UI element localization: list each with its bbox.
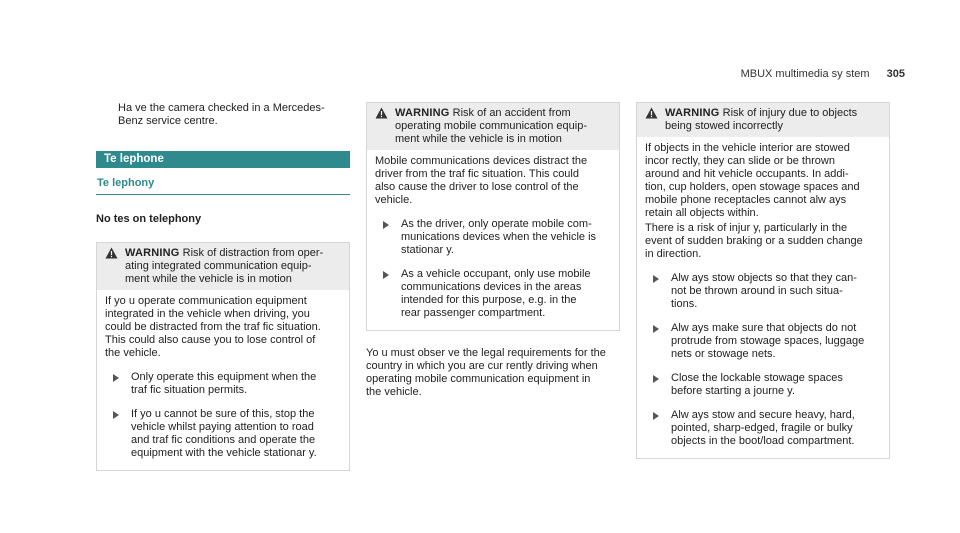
column-2: [366, 102, 620, 399]
arrow-icon: [383, 271, 389, 279]
notes-heading: No tes on telephony: [96, 213, 202, 225]
arrow-icon: [113, 374, 119, 382]
arrow-icon: [653, 375, 659, 383]
arrow-icon: [383, 221, 389, 229]
warning-label: WARNING: [395, 107, 450, 119]
column-3: [636, 102, 890, 459]
warning-icon: [645, 107, 658, 119]
arrow-icon: [653, 275, 659, 283]
list-item: [375, 218, 611, 257]
warning-heading-text: Risk of distraction from oper- ating integrated communication equip- ment while the vehicle is in motion: [125, 247, 324, 285]
warning-body-text: There is a risk of injur y, particularly in the event of sudden braking or a sudden change in direction.: [645, 222, 863, 260]
list-item: [105, 408, 341, 460]
list-item: [645, 272, 881, 311]
list-item-text: Alw ays make sure that objects do not protrude from stowage spaces, luggage nets or stowage nets.: [671, 322, 865, 360]
warning-header: [97, 243, 349, 290]
list-item: [105, 371, 341, 397]
column-1: [96, 102, 350, 471]
warning-body-text: If yo u operate communication equipment integrated in the vehicle when driving, you could be distracted from the traf fic situation. This could also cause you to lose control of the vehicle.: [105, 295, 321, 359]
page-header: [741, 68, 905, 81]
warning-header: [367, 103, 619, 150]
page-number: 305: [886, 68, 905, 80]
list-item-text: If yo u cannot be sure of this, stop the vehicle whilst paying attention to road and traf fic conditions and operate the equipment with the vehicle stationar y.: [131, 408, 317, 459]
warning-body-text: If objects in the vehicle interior are stowed incor rectly, they can slide or be thrown around and hit vehicle occupants. In addi‐ tion, cup holders, open stowage spaces and mobile phone receptacles cannot alw ays retain all objects within.: [645, 142, 860, 219]
list-item-text: Close the lockable stowage spaces before starting a journe y.: [671, 372, 843, 397]
warning-box-accident: [366, 102, 620, 331]
list-item: [645, 322, 881, 361]
arrow-icon: [653, 325, 659, 333]
manual-title: MBUX multimedia sy stem: [740, 68, 870, 80]
list-item-text: As a vehicle occupant, only use mobile communications devices in the areas intended for this purpose, e.g. in the rear passenger compartment.: [401, 268, 591, 319]
section-bar-telephone: Te lephone: [96, 151, 350, 168]
warning-body: [637, 137, 889, 458]
subsection-telephony: Te lephony: [96, 177, 350, 195]
list-item: [645, 372, 881, 398]
list-item-text: Alw ays stow objects so that they can‐ not be thrown around in such situa‐ tions.: [671, 272, 857, 310]
warning-label: WARNING: [665, 107, 720, 119]
warning-heading-text: Risk of injury due to objects being stowed incorrectly: [665, 107, 858, 132]
warning-heading-text: Risk of an accident from operating mobile communication equip- ment while the vehicle is in motion: [395, 107, 587, 145]
warning-header: [637, 103, 889, 137]
arrow-icon: [113, 411, 119, 419]
warning-icon: [375, 107, 388, 119]
list-item-text: Alw ays stow and secure heavy, hard, pointed, sharp-edged, fragile or bulky objects in the boot/load compartment.: [671, 409, 855, 447]
warning-body: [367, 150, 619, 330]
warning-icon: [105, 247, 118, 259]
list-item-text: Only operate this equipment when the traf fic situation permits.: [131, 371, 317, 396]
intro-text: Ha ve the camera checked in a Mercedes- Benz service centre.: [118, 102, 325, 127]
legal-requirements-text: Yo u must obser ve the legal requirements for the country in which you are cur rently driving when operating mobile communication equipment in the vehicle.: [366, 347, 606, 398]
arrow-icon: [653, 412, 659, 420]
warning-box-injury: [636, 102, 890, 459]
warning-box-distraction: [96, 242, 350, 471]
warning-body: [97, 290, 349, 470]
warning-body-text: Mobile communications devices distract the driver from the traf fic situation. This could also cause the driver to lose control of the vehicle.: [375, 155, 588, 206]
warning-label: WARNING: [125, 247, 180, 259]
list-item: [375, 268, 611, 320]
list-item: [645, 409, 881, 448]
list-item-text: As the driver, only operate mobile com- munications devices when the vehicle is stationar y.: [401, 218, 597, 256]
